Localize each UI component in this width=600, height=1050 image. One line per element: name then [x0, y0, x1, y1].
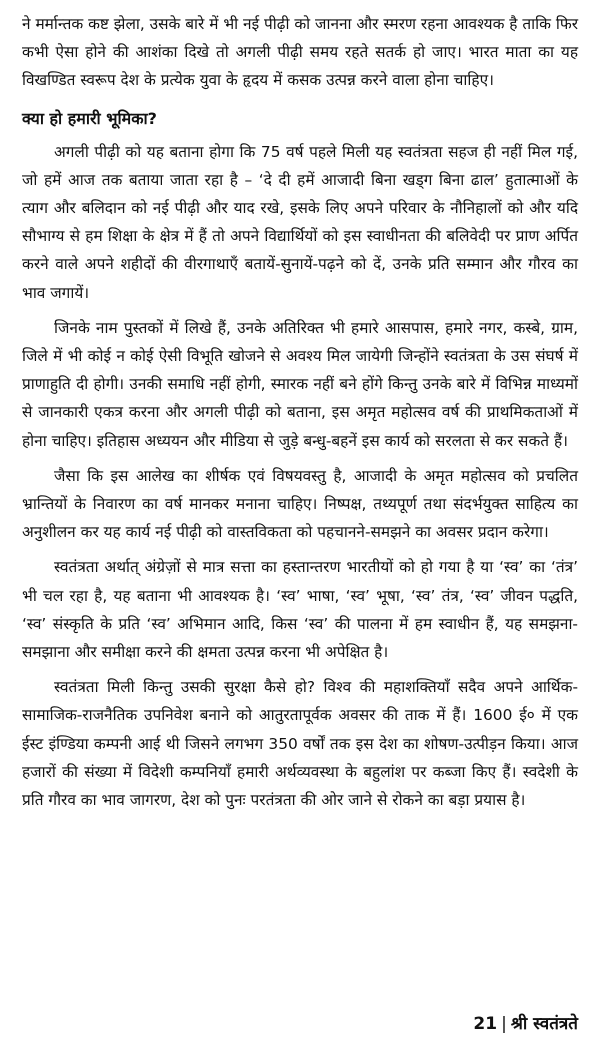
body-paragraph-5: स्वतंत्रता मिली किन्तु उसकी सुरक्षा कैसे हो? विश्व की महाशक्तियाँ सदैव अपने आर्थिक-सामाजिक-राजनैतिक उपनिवेश बनाने को आतुरतापूर्वक अवसर की ताक में हैं। 1600 ई० में एक ईस्ट इंण्डिया कम्पनी आई थी जिसने लगभग 350 वर्षों तक इस देश का शोषण-उत्पीड़न किया। आज हजारों की संख्या में विदेशी कम्पनियाँ हमारी अर्थव्यवस्था के बहुलांश पर कब्जा किए हैं। स्वदेशी के प्रति गौरव का भाव जागरण, देश को पुनः परतंत्रता की ओर जाने से रोकने का बड़ा प्रयास है। [22, 678, 578, 810]
body-paragraph-4: स्वतंत्रता अर्थात् अंग्रेज़ों से मात्र सत्ता का हस्तान्तरण भारतीयों को हो गया है या ‘स्व’ का ‘तंत्र’ भी चल रहा है, यह बताना भी आवश्यक है। ‘स्व’ भाषा, ‘स्व’ भूषा, ‘स्व’ तंत्र, ‘स्व’ जीवन पद्धति, ‘स्व’ संस्कृति के प्रति ‘स्व’ अभिमान आदि, किस ‘स्व’ की पालना में हम स्वाधीन हैं, यह समझना-समझाना और समीक्षा करने की क्षमता उत्पन्न करना भी अपेक्षित है। [22, 558, 578, 662]
body-paragraph-1: अगली पीढ़ी को यह बताना होगा कि 75 वर्ष पहले मिली यह स्वतंत्रता सहज ही नहीं मिल गई, जो हमें आज तक बताया जाता रहा है – ‘दे दी हमें आजादी बिना खड्ग बिना ढाल’ हुतात्माओं के त्याग और बलिदान को नई पीढ़ी और याद रखे, इसके लिए अपने परिवार के नौनिहालों को और यदि सौभाग्य से हम शिक्षा के क्षेत्र में हैं तो अपने विद्यार्थियों को इस स्वाधीनता की बलिवेदी पर प्राण अर्पित करने वाले अपने शहीदों की वीरगाथाएँ बतायें-सुनायें-पढ़ने को दें, उनके प्रति सम्मान और गौरव का भाव जगायें। [22, 142, 578, 302]
page-footer [473, 1012, 578, 1036]
body-paragraph-2: जिनके नाम पुस्तकों में लिखे हैं, उनके अतिरिक्त भी हमारे आसपास, हमारे नगर, कस्बे, ग्राम, जिले में भी कोई न कोई ऐसी विभूति खोजने से अवश्य मिल जायेगी जिन्होंने स्वतंत्रता के उस संघर्ष में प्राणाहुति दी होगी। उनकी समाधि नहीं होगी, स्मारक नहीं बने होंगे किन्तु उनके बारे में विभिन्न माध्यमों से जानकारी एकत्र करना और अगली पीढ़ी को बताना, इस अमृत महोत्सव वर्ष की प्राथमिकताओं में होना चाहिए। इतिहास अध्ययन और मीडिया से जुड़े बन्धु-बहनें इस कार्य को सरलता से कर सकते हैं। [22, 318, 578, 450]
body-paragraph-3: जैसा कि इस आलेख का शीर्षक एवं विषयवस्तु है, आजादी के अमृत महोत्सव को प्रचलित भ्रान्तियों के निवारण का वर्ष मानकर मनाना चाहिए। निष्पक्ष, तथ्यपूर्ण तथा संदर्भयुक्त साहित्य का अनुशीलन कर यह कार्य नई पीढ़ी को वास्तविकता को पहचानने-समझने का अवसर प्रदान करेगा। [22, 466, 578, 542]
page-number: 21 [473, 1014, 498, 1034]
publication-name: श्री स्वतंत्रते [510, 1014, 578, 1034]
section-heading: क्या हो हमारी भूमिका? [22, 108, 157, 128]
footer-separator: | [501, 1014, 507, 1034]
intro-paragraph: ने मर्मान्तक कष्ट झेला, उसके बारे में भी नई पीढ़ी को जानना और स्मरण रहना आवश्यक है ताकि फिर कभी ऐसा होने की आशंका दिखे तो अगली पीढ़ी समय रहते सतर्क हो जाए। भारत माता का यह विखण्डित स्वरूप देश के प्रत्येक युवा के हृदय में कसक उत्पन्न करने वाला होना चाहिए। [22, 15, 578, 90]
